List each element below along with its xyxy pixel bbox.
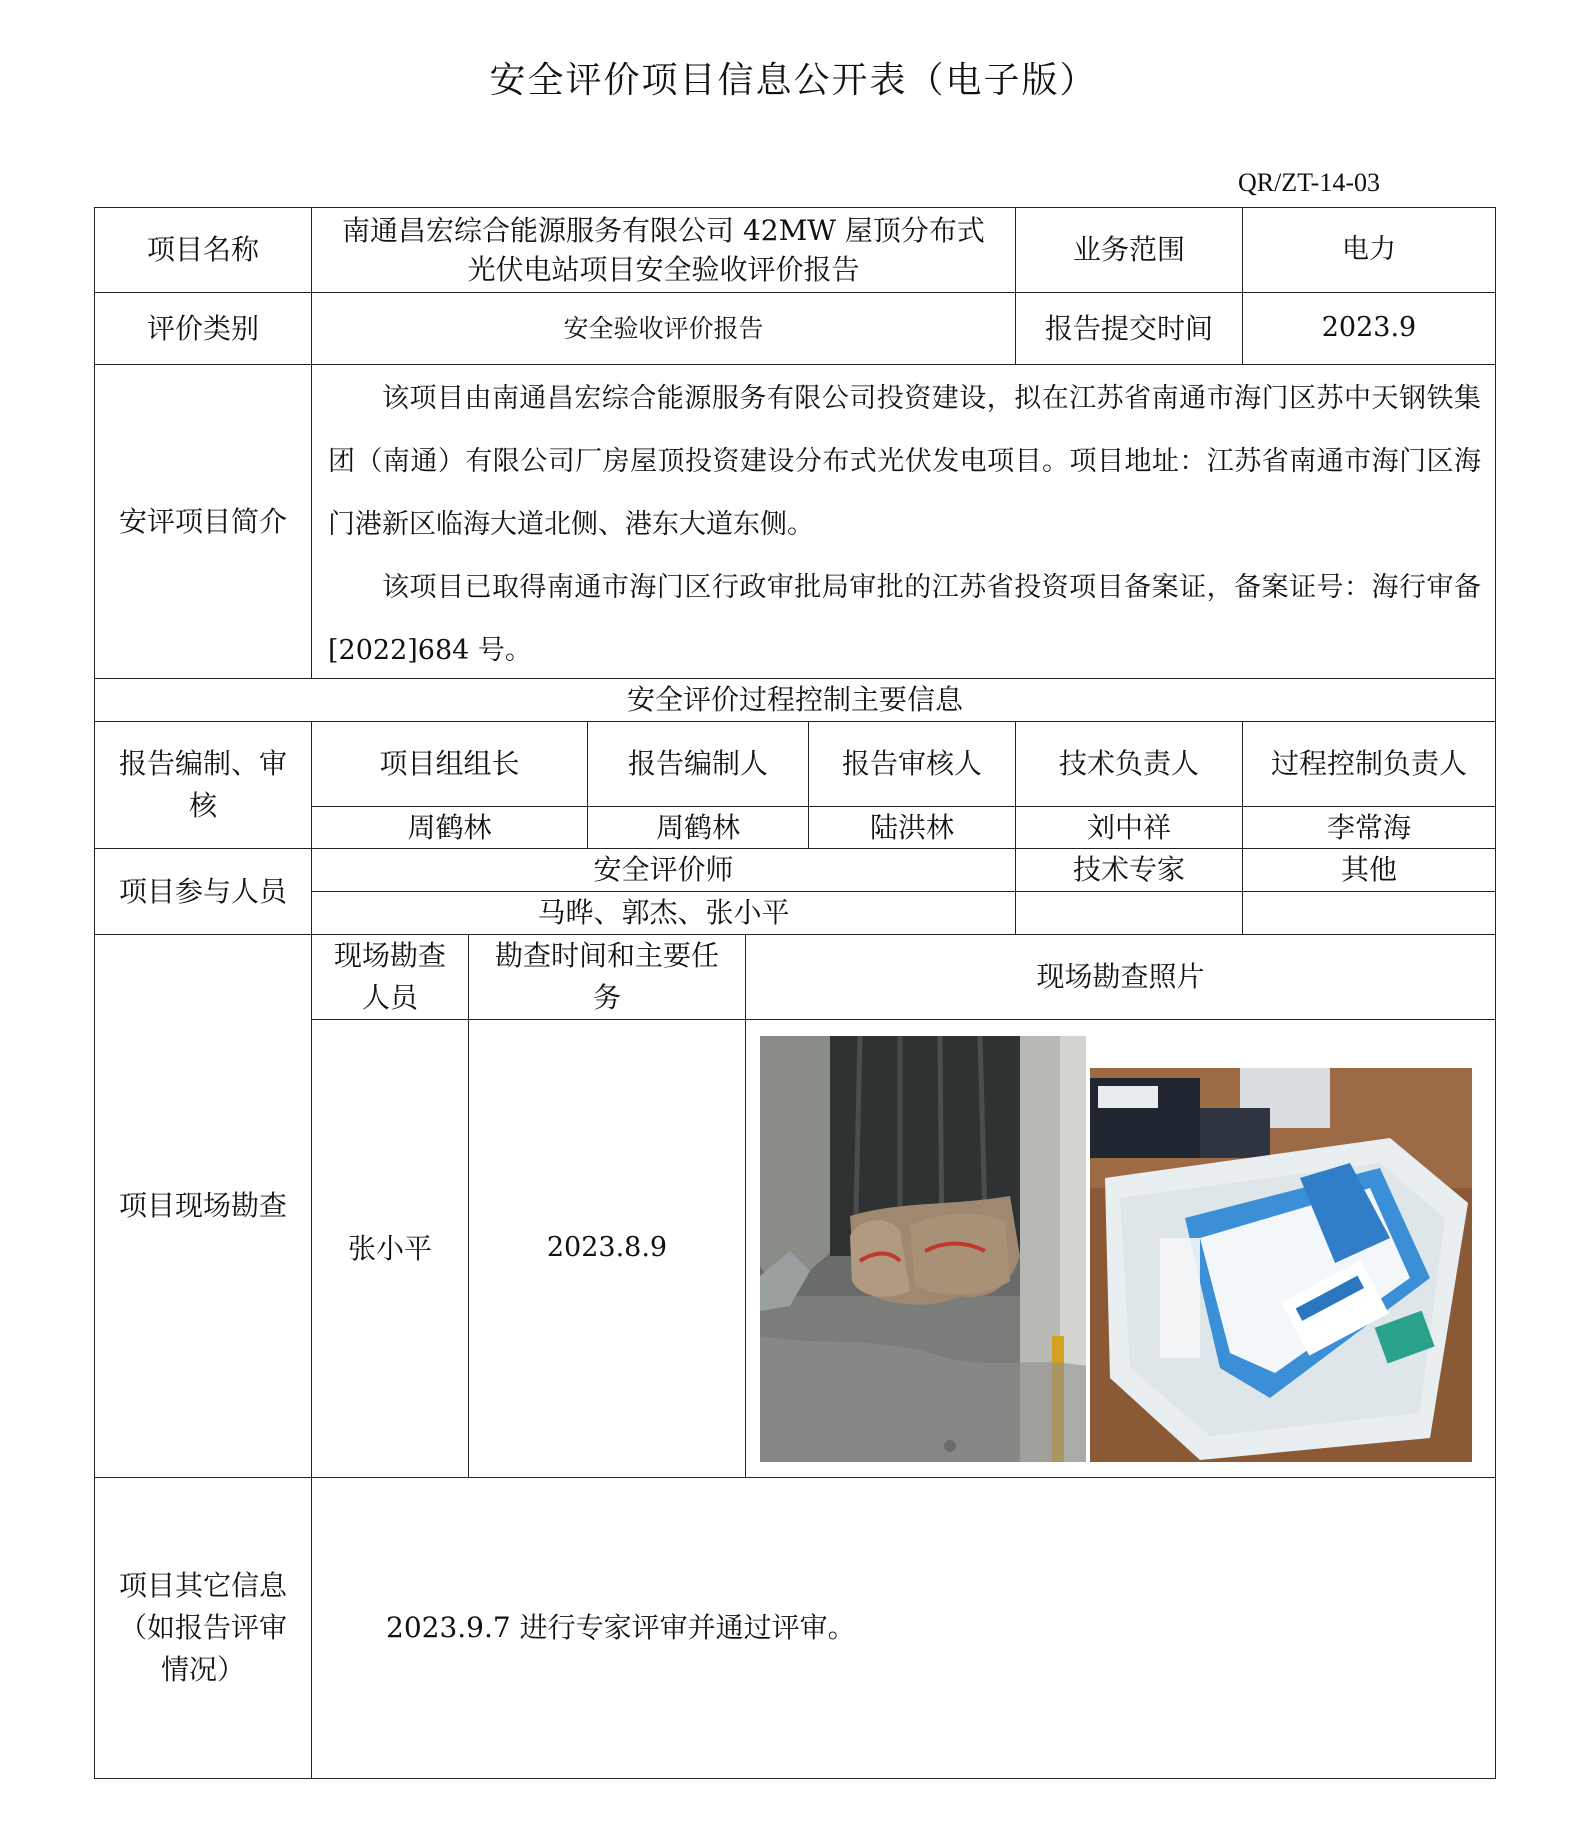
other-info-label: 项目其它信息（如报告评审情况） [94,1477,312,1779]
project-name-value: 南通昌宏综合能源服务有限公司 42MW 屋顶分布式光伏电站项目安全验收评价报告 [311,207,1016,293]
participants-header-expert: 技术专家 [1015,848,1243,892]
participants-value-evaluators: 马晔、郭杰、张小平 [311,891,1016,935]
first-aid-kit-photo [1090,1068,1472,1462]
report-staff-label: 报告编制、审核 [94,721,312,849]
participants-header-evaluator: 安全评价师 [311,848,1016,892]
project-name-label: 项目名称 [94,207,312,293]
report-staff-value-reviewer: 陆洪林 [808,806,1016,849]
report-staff-header-reviewer: 报告审核人 [808,721,1016,807]
report-staff-header-tech-lead: 技术负责人 [1015,721,1243,807]
site-survey-header-person: 现场勘查人员 [311,934,469,1020]
business-scope-value: 电力 [1242,207,1496,293]
project-intro-paragraph-1: 该项目由南通昌宏综合能源服务有限公司投资建设，拟在江苏省南通市海门区苏中天钢铁集团（南通）有限公司厂房屋顶投资建设分布式光伏发电项目。项目地址：江苏省南通市海门区海门港新区临海大道北侧、港东大道东侧。 [328,383,1481,540]
report-staff-header-writer: 报告编制人 [587,721,809,807]
document-code: QR/ZT-14-03 [1237,168,1380,197]
site-survey-header-photos: 现场勘查照片 [745,934,1496,1020]
report-staff-value-tech-lead: 刘中祥 [1015,806,1243,849]
evaluation-category-value: 安全验收评价报告 [311,292,1016,365]
project-intro-paragraph-2: 该项目已取得南通市海门区行政审批局审批的江苏省投资项目备案证，备案证号：海行审备[2022]684 号。 [328,572,1481,666]
report-staff-header-process-lead: 过程控制负责人 [1242,721,1496,807]
report-staff-value-writer: 周鹤林 [587,806,809,849]
submit-time-label: 报告提交时间 [1015,292,1243,365]
report-staff-header-leader: 项目组组长 [311,721,588,807]
submit-time-value: 2023.9 [1242,292,1496,365]
project-intro-content [311,364,1496,679]
site-survey-label: 项目现场勘查 [94,934,312,1478]
site-survey-person: 张小平 [311,1019,469,1478]
report-staff-value-process-lead: 李常海 [1242,806,1496,849]
evaluation-category-label: 评价类别 [94,292,312,365]
fire-sandbags-photo [760,1036,1086,1462]
document-title: 安全评价项目信息公开表（电子版） [489,60,1098,101]
report-staff-value-leader: 周鹤林 [311,806,588,849]
participants-header-other: 其他 [1242,848,1496,892]
participants-value-expert [1015,891,1243,935]
site-survey-date: 2023.8.9 [468,1019,746,1478]
project-intro-label: 安评项目简介 [94,364,312,679]
participants-label: 项目参与人员 [94,848,312,935]
business-scope-label: 业务范围 [1015,207,1243,293]
other-info-value: 2023.9.7 进行专家评审并通过评审。 [311,1477,1496,1779]
site-survey-header-time-task: 勘查时间和主要任务 [468,934,746,1020]
process-control-header: 安全评价过程控制主要信息 [94,678,1496,722]
fire-sandbags-photo-drawing [760,1036,1086,1462]
first-aid-kit-photo-drawing [1090,1068,1472,1462]
participants-value-other [1242,891,1496,935]
